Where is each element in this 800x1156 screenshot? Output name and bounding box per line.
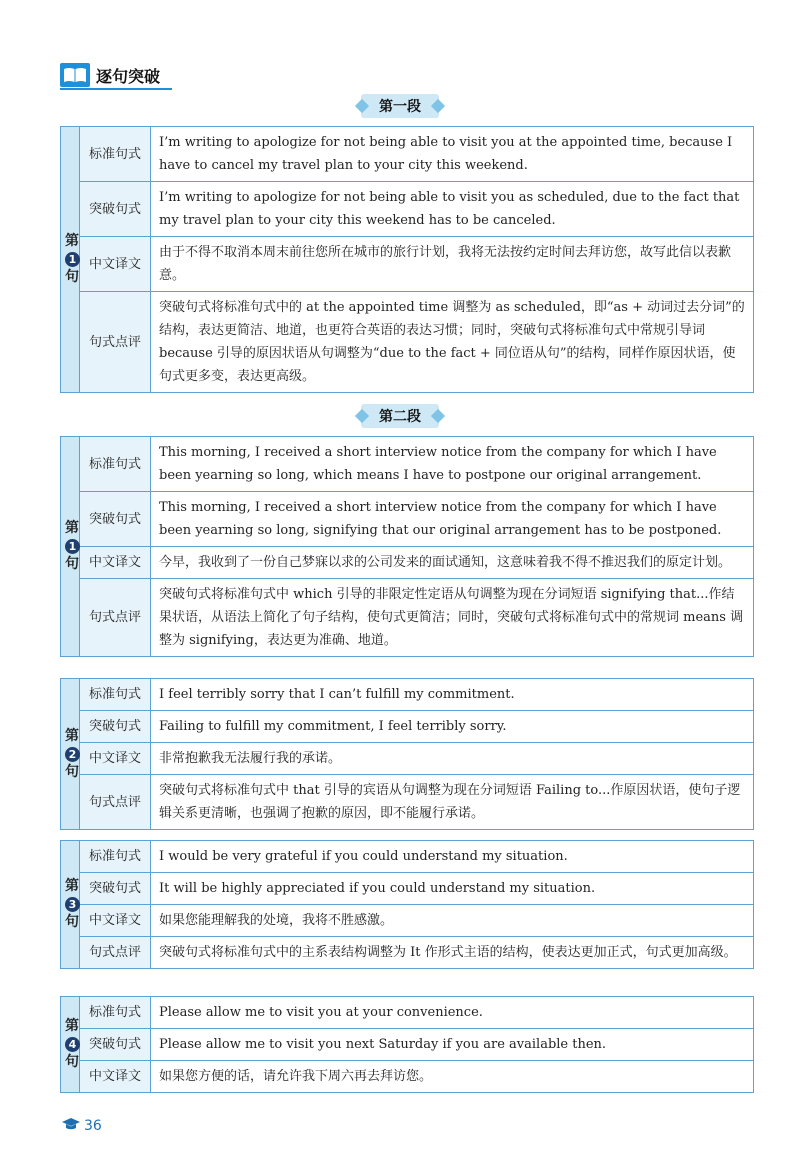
- label-comment: 句式点评: [80, 579, 151, 657]
- label-translation: 中文译文: [80, 905, 151, 937]
- section-header: [60, 62, 160, 88]
- sentence-number: 第 2 句: [61, 679, 80, 830]
- sentence-number: 第 3 句: [61, 841, 80, 969]
- label-breakthrough: 突破句式: [80, 182, 151, 237]
- comment-text: 突破句式将标准句式中的 at the appointed time 调整为 as scheduled，即“as + 动词过去分词”的结构，表达更简洁、地道，也更符合英语的表达习惯；同时，突破句式将标准句式中常规引导词 because 引导的原因状语从句调整为“due to the fact + 同位语从句”的结构，同样作原因状语，使句式更多变，表达更高级。: [151, 292, 754, 393]
- breakthrough-sentence: I’m writing to apologize for not being able to visit you as scheduled, due to the fact that my travel plan to your city this weekend has to be canceled.: [151, 182, 754, 237]
- breakthrough-sentence: Please allow me to visit you next Saturday if you are available then.: [151, 1029, 754, 1061]
- sentence-table-p2-s2: [60, 678, 754, 830]
- page-number: 36: [84, 1118, 102, 1134]
- standard-sentence: I’m writing to apologize for not being able to visit you at the appointed time, because I have to cancel my travel plan to your city this weekend.: [151, 127, 754, 182]
- label-breakthrough: 突破句式: [80, 873, 151, 905]
- label-comment: 句式点评: [80, 292, 151, 393]
- standard-sentence: This morning, I received a short interview notice from the company for which I have been yearning so long, which means I have to postpone our original arrangement.: [151, 437, 754, 492]
- translation-text: 非常抱歉我无法履行我的承诺。: [151, 743, 754, 775]
- label-standard: 标准句式: [80, 437, 151, 492]
- label-comment: 句式点评: [80, 937, 151, 969]
- label-translation: 中文译文: [80, 237, 151, 292]
- label-standard: 标准句式: [80, 997, 151, 1029]
- comment-text: 突破句式将标准句式中 that 引导的宾语从句调整为现在分词短语 Failing to...作原因状语，使句子逻辑关系更清晰，也强调了抱歉的原因，即不能履行承诺。: [151, 775, 754, 830]
- standard-sentence: I feel terribly sorry that I can’t fulfill my commitment.: [151, 679, 754, 711]
- label-translation: 中文译文: [80, 1061, 151, 1093]
- label-breakthrough: 突破句式: [80, 711, 151, 743]
- sentence-number: 第 4 句: [61, 997, 80, 1093]
- comment-text: 突破句式将标准句式中的主系表结构调整为 It 作形式主语的结构，使表达更加正式，句式更加高级。: [151, 937, 754, 969]
- sentence-table-p2-s3: [60, 840, 754, 969]
- label-standard: 标准句式: [80, 127, 151, 182]
- label-translation: 中文译文: [80, 547, 151, 579]
- graduation-cap-icon: [62, 1118, 80, 1134]
- label-breakthrough: 突破句式: [80, 1029, 151, 1061]
- label-comment: 句式点评: [80, 775, 151, 830]
- sentence-number: 第 1 句: [61, 127, 80, 393]
- sentence-table-p1-s1: [60, 126, 754, 393]
- translation-text: 由于不得不取消本周末前往您所在城市的旅行计划，我将无法按约定时间去拜访您，故写此信以表歉意。: [151, 237, 754, 292]
- translation-text: 如果您能理解我的处境，我将不胜感激。: [151, 905, 754, 937]
- sentence-table-p2-s4: [60, 996, 754, 1093]
- standard-sentence: Please allow me to visit you at your convenience.: [151, 997, 754, 1029]
- section-label-1: 第一段: [361, 94, 439, 118]
- page-footer: [62, 1118, 102, 1134]
- sentence-table-p2-s1: [60, 436, 754, 657]
- label-translation: 中文译文: [80, 743, 151, 775]
- standard-sentence: I would be very grateful if you could understand my situation.: [151, 841, 754, 873]
- breakthrough-sentence: It will be highly appreciated if you could understand my situation.: [151, 873, 754, 905]
- label-breakthrough: 突破句式: [80, 492, 151, 547]
- label-standard: 标准句式: [80, 679, 151, 711]
- section-label-2: 第二段: [361, 404, 439, 428]
- breakthrough-sentence: Failing to fulfill my commitment, I feel terribly sorry.: [151, 711, 754, 743]
- book-icon: [60, 63, 90, 87]
- translation-text: 如果您方便的话，请允许我下周六再去拜访您。: [151, 1061, 754, 1093]
- sentence-number: 第 1 句: [61, 437, 80, 657]
- label-standard: 标准句式: [80, 841, 151, 873]
- translation-text: 今早，我收到了一份自己梦寐以求的公司发来的面试通知，这意味着我不得不推迟我们的原定计划。: [151, 547, 754, 579]
- header-underline: [60, 88, 172, 90]
- comment-text: 突破句式将标准句式中 which 引导的非限定性定语从句调整为现在分词短语 signifying that...作结果状语，从语法上简化了句子结构，使句式更简洁；同时，突破句式将标准句式中的常规词 means 调整为 signifying，表达更为准确、地道。: [151, 579, 754, 657]
- breakthrough-sentence: This morning, I received a short interview notice from the company for which I have been yearning so long, signifying that our original arrangement has to be postponed.: [151, 492, 754, 547]
- header-title: 逐句突破: [96, 66, 161, 86]
